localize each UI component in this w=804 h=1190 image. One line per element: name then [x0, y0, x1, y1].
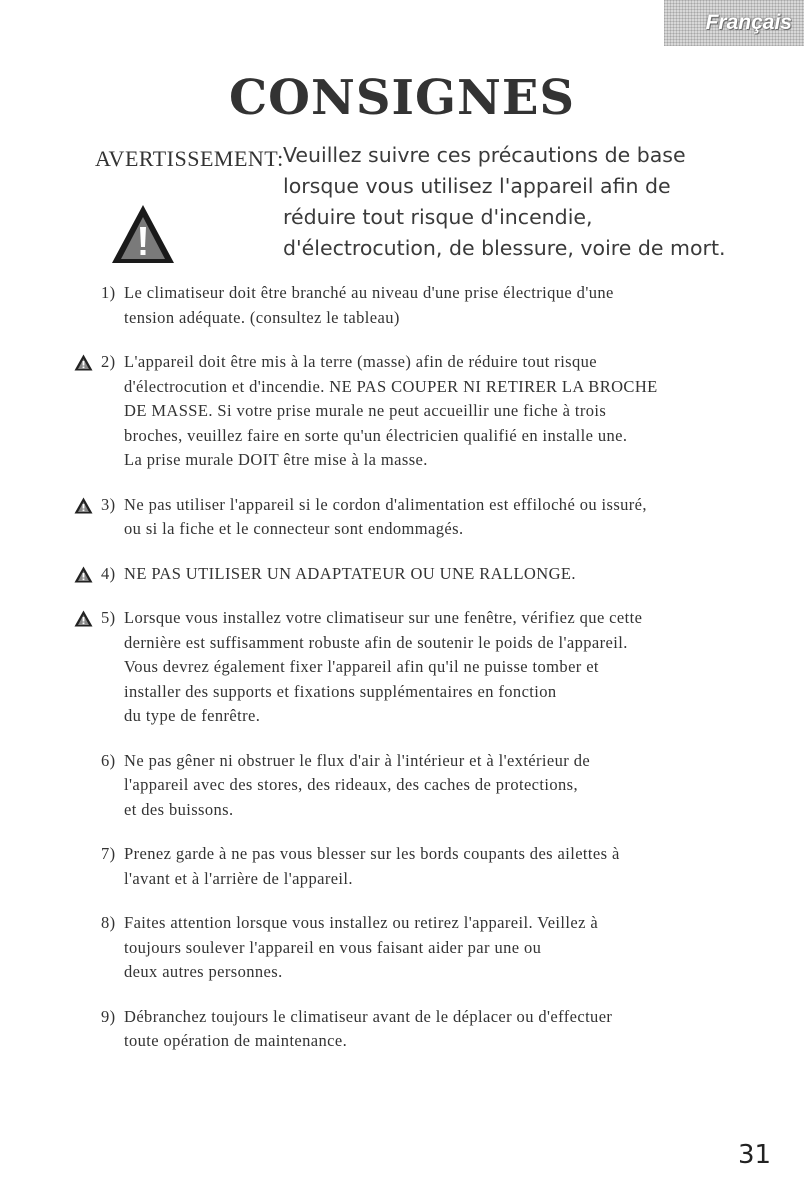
warning-line: lorsque vous utilisez l'appareil afin de — [283, 174, 671, 198]
page-number: 31 — [738, 1140, 772, 1170]
item-line: DE MASSE. Si votre prise murale ne peut accueillir une fiche à trois — [124, 401, 607, 420]
item-line: d'électrocution et d'incendie. NE PAS COUPER NI RETIRER LA BROCHE — [124, 376, 658, 396]
warning-triangle-icon — [110, 203, 176, 265]
item-number: 5) — [101, 608, 116, 627]
item-line: Le climatiseur doit être branché au niveau d'une prise électrique d'une — [124, 283, 614, 302]
item-line: L'appareil doit être mis à la terre (masse) afin de réduire tout risque — [124, 352, 598, 371]
item-number: 7) — [101, 844, 116, 863]
item-number: 3) — [101, 494, 116, 514]
language-label: Français — [705, 11, 792, 34]
item-line: l'avant et à l'arrière de l'appareil. — [124, 868, 353, 888]
item-number: 8) — [101, 913, 116, 932]
page-title: CONSIGNES — [228, 70, 576, 126]
item-line: du type de fenrêtre. — [124, 706, 261, 725]
item-line: toute opération de maintenance. — [124, 1031, 348, 1050]
warning-line: réduire tout risque d'incendie, — [283, 205, 593, 229]
item-line: toujours soulever l'appareil en vous faisant aider par une ou — [124, 937, 542, 957]
item-line: ou si la fiche et le connecteur sont endommagés. — [124, 519, 464, 538]
item-line: l'appareil avec des stores, des rideaux, des caches de protections, — [124, 775, 579, 794]
warning-text — [283, 140, 783, 264]
item-number: 2) — [101, 352, 116, 371]
list-item — [0, 842, 804, 891]
list-item — [0, 606, 804, 729]
warning-triangle-icon — [74, 566, 93, 583]
item-line: Ne pas gêner ni obstruer le flux d'air à l'intérieur et à l'extérieur de — [124, 750, 591, 770]
item-number: 9) — [101, 1006, 116, 1026]
item-line: et des buissons. — [124, 799, 234, 819]
item-line: broches, veuillez faire en sorte qu'un électricien qualifié en installe une. — [124, 425, 628, 445]
language-tab — [664, 0, 804, 46]
warning-line: Veuillez suivre ces précautions de base — [283, 143, 686, 167]
list-item — [0, 281, 804, 330]
safety-instructions-list — [0, 275, 804, 1054]
list-item — [0, 1005, 804, 1054]
item-line: tension adéquate. (consultez le tableau) — [124, 307, 400, 327]
warning-triangle-icon — [74, 354, 93, 371]
list-item — [0, 350, 804, 473]
list-item — [0, 749, 804, 823]
warning-label: AVERTISSEMENT: — [95, 146, 284, 171]
warning-triangle-icon — [74, 497, 93, 514]
item-number: 6) — [101, 750, 116, 770]
list-item — [0, 911, 804, 985]
item-line: dernière est suffisamment robuste afin de soutenir le poids de l'appareil. — [124, 632, 628, 652]
item-line: Prenez garde à ne pas vous blesser sur les bords coupants des ailettes à — [124, 844, 620, 863]
list-item — [0, 493, 804, 542]
item-line: NE PAS UTILISER UN ADAPTATEUR OU UNE RALLONGE. — [124, 563, 576, 583]
item-number: 1) — [101, 283, 116, 302]
item-line: Vous devrez également fixer l'appareil afin qu'il ne puisse tomber et — [124, 657, 599, 676]
item-line: La prise murale DOIT être mise à la masse. — [124, 450, 428, 469]
item-line: Faites attention lorsque vous installez ou retirez l'appareil. Veillez à — [124, 913, 599, 932]
item-line: deux autres personnes. — [124, 962, 283, 981]
warning-line: d'électrocution, de blessure, voire de mort. — [283, 236, 726, 260]
item-line: Lorsque vous installez votre climatiseur sur une fenêtre, vérifiez que cette — [124, 608, 643, 627]
warning-triangle-icon — [74, 610, 93, 627]
list-item — [0, 562, 804, 587]
item-line: installer des supports et fixations supplémentaires en fonction — [124, 681, 557, 701]
item-line: Débranchez toujours le climatiseur avant de le déplacer ou d'effectuer — [124, 1006, 613, 1026]
item-number: 4) — [101, 563, 116, 583]
item-line: Ne pas utiliser l'appareil si le cordon d'alimentation est effiloché ou issuré, — [124, 494, 647, 514]
